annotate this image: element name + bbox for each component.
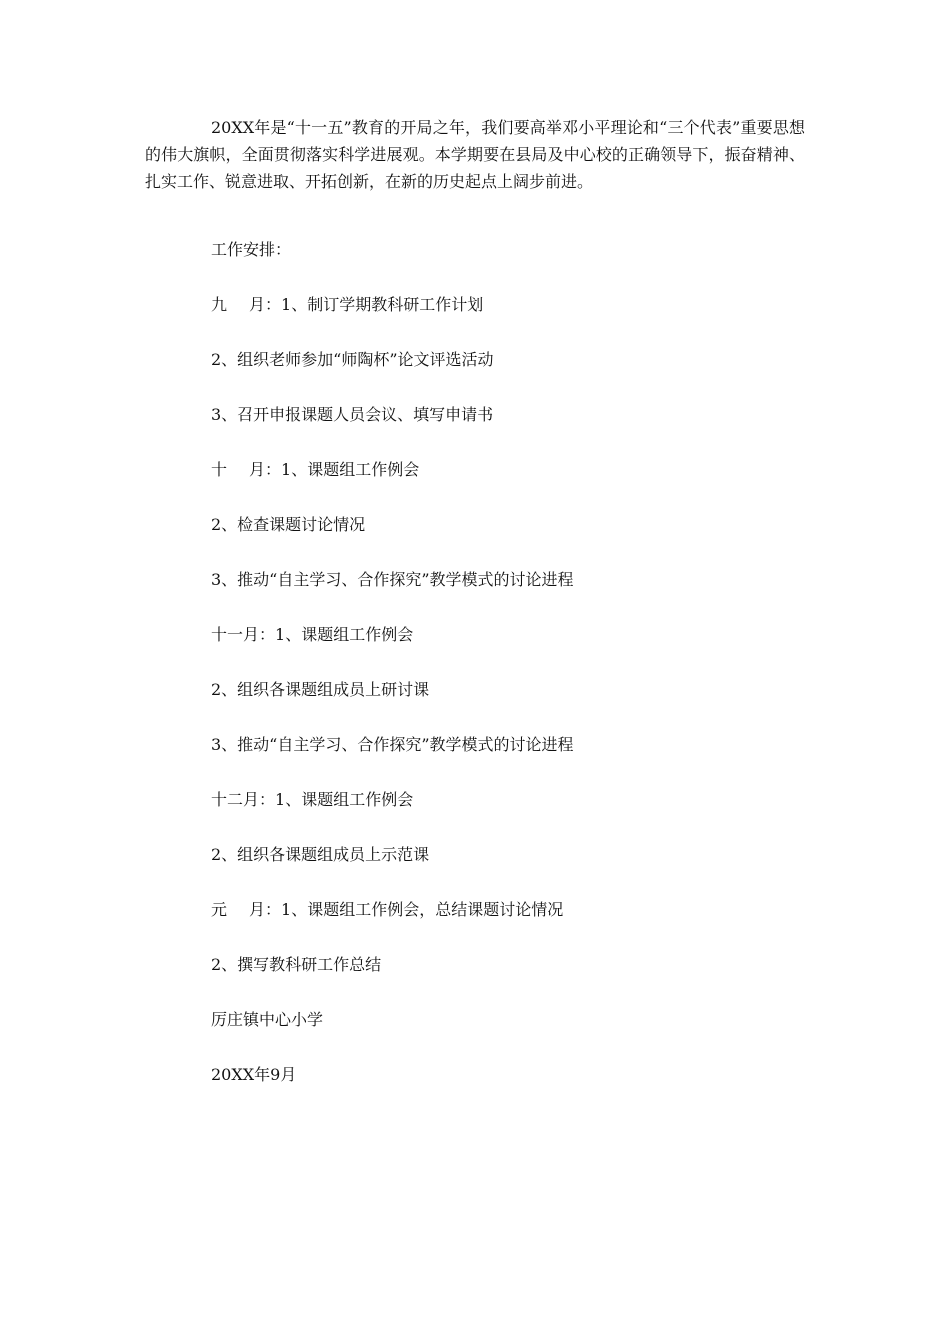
item-text: 1、课题组工作例会，总结课题讨论情况 xyxy=(281,900,564,919)
october-item-1 xyxy=(211,460,419,480)
month-label: 十 xyxy=(211,460,228,479)
item-text: 1、课题组工作例会 xyxy=(275,625,414,644)
month-separator: ： xyxy=(259,790,276,809)
item-text: 1、制订学期教科研工作计划 xyxy=(281,295,484,314)
signature: 厉庄镇中心小学 xyxy=(211,1010,324,1029)
december-item-2: 2、组织各课题组成员上示范课 xyxy=(211,845,430,864)
october-item-3: 3、推动“自主学习、合作探究”教学模式的讨论进程 xyxy=(211,570,574,589)
document-date: 20XX年9月 xyxy=(211,1065,297,1084)
month-separator: ： xyxy=(265,460,282,479)
november-item-1 xyxy=(211,625,413,645)
september-item-2: 2、组织老师参加“师陶杯”论文评选活动 xyxy=(211,350,494,369)
month-label: 月 xyxy=(249,900,266,919)
month-label: 月 xyxy=(249,460,266,479)
november-item-2: 2、组织各课题组成员上研讨课 xyxy=(211,680,430,699)
work-schedule-heading: 工作安排： xyxy=(211,240,292,259)
month-label: 十二月 xyxy=(211,790,260,809)
month-label: 九 xyxy=(211,295,228,314)
november-item-3: 3、推动“自主学习、合作探究”教学模式的讨论进程 xyxy=(211,735,574,754)
october-item-2: 2、检查课题讨论情况 xyxy=(211,515,366,534)
item-text: 1、课题组工作例会 xyxy=(281,460,420,479)
intro-paragraph: 20XX年是“十一五”教育的开局之年，我们要高举邓小平理论和“三个代表”重要思想的伟大旗帜，全面贯彻落实科学进展观。本学期要在县局及中心校的正确领导下，振奋精神、扎实工作、锐意进取、开拓创新，在新的历史起点上阔步前进。 xyxy=(145,118,805,191)
september-item-1 xyxy=(211,295,483,315)
month-label: 十一月 xyxy=(211,625,260,644)
month-separator: ： xyxy=(265,900,282,919)
september-item-3: 3、召开申报课题人员会议、填写申请书 xyxy=(211,405,494,424)
december-item-1 xyxy=(211,790,413,810)
january-item-1 xyxy=(211,900,563,920)
item-text: 1、课题组工作例会 xyxy=(275,790,414,809)
month-separator: ： xyxy=(259,625,276,644)
month-label: 元 xyxy=(211,900,228,919)
january-item-2: 2、撰写教科研工作总结 xyxy=(211,955,382,974)
month-separator: ： xyxy=(265,295,282,314)
month-label: 月 xyxy=(249,295,266,314)
